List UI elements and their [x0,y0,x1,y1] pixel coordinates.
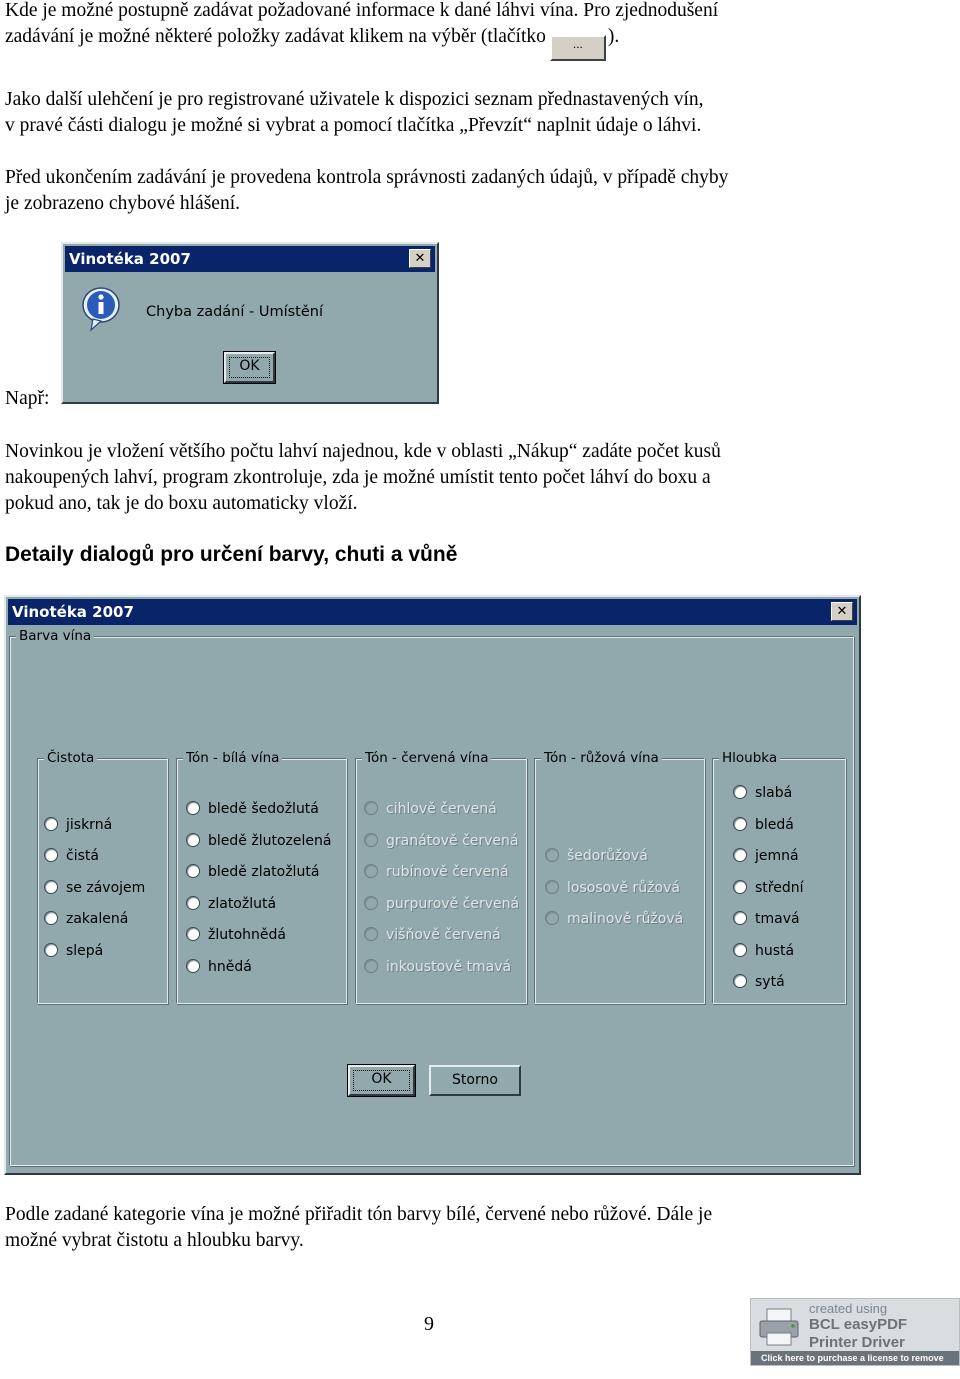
printer-icon [757,1307,803,1347]
red-tone-option [364,894,519,914]
error-ok-button[interactable] [224,352,275,383]
radio-label: malinově růžová [567,911,684,927]
red-tone-option [364,831,519,851]
wine-color-groupbox [9,628,854,1166]
clarity-option[interactable] [44,815,112,835]
white-tone-group [176,750,347,1004]
error-dialog-title: Vinotéka 2007 [69,250,191,268]
radio-circle [186,896,200,910]
white-tone-option[interactable] [186,799,319,819]
red-tone-option [364,957,511,977]
radio-label: bledá [755,817,794,833]
radio-label: granátově červená [386,833,519,849]
radio-circle [44,911,58,925]
red-tone-group [355,750,527,1004]
clarity-option[interactable] [44,846,99,866]
ellipsis-button-image: ... [550,35,606,61]
radio-label: lososově růžová [567,880,680,896]
clarity-group [37,750,168,1004]
radio-circle [364,833,378,847]
radio-circle [733,848,747,862]
radio-circle [364,896,378,910]
section-heading: Detaily dialogů pro určení barvy, chuti a vůně [5,543,458,566]
page-number: 9 [424,1313,434,1335]
intro-line-2 [5,24,955,61]
radio-circle [733,943,747,957]
radio-label: tmavá [755,911,800,927]
error-dialog-close-button[interactable]: ✕ [409,249,431,268]
radio-label: se závojem [66,880,146,896]
intro-line-2-text: zadávání je možné některé položky zadávat klikem na výběr (tlačítko [5,26,546,47]
radio-circle [733,785,747,799]
focus-rectangle [353,1070,410,1091]
red-tone-option [364,799,497,819]
radio-circle [364,864,378,878]
radio-label: střední [755,880,804,896]
radio-circle [186,864,200,878]
focus-rectangle [229,357,270,378]
watermark-line-2: BCL easyPDF [809,1316,908,1333]
white-tone-option[interactable] [186,957,252,977]
white-tone-option[interactable] [186,862,319,882]
radio-circle [44,880,58,894]
watermark-line-4: Click here to purchase a license to remove this image [751,1351,959,1365]
summary-line-2: možné vybrat čistotu a hloubku barvy. [5,1230,304,1251]
depth-option[interactable] [733,878,804,898]
validation-line-2: je zobrazeno chybové hlášení. [5,193,240,214]
radio-label: jemná [755,848,799,864]
radio-label: zlatožlutá [208,896,277,912]
radio-label: šedorůžová [567,848,648,864]
presets-paragraph [5,87,955,139]
radio-circle [545,880,559,894]
color-dialog-close-button[interactable]: ✕ [831,602,853,621]
radio-label: rubínově červená [386,864,509,880]
radio-circle [545,911,559,925]
presets-line-1: Jako další ulehčení je pro registrované uživatele k dispozici seznam přednastavených vín, [5,89,704,110]
radio-label: purpurově červená [386,896,520,912]
bulk-paragraph [5,439,955,517]
depth-option[interactable] [733,815,794,835]
radio-circle [733,974,747,988]
depth-option[interactable] [733,783,792,803]
radio-circle [186,801,200,815]
red-tone-option [364,862,509,882]
summary-line-1: Podle zadané kategorie vína je možné přiřadit tón barvy bílé, červené nebo růžové. Dále je [5,1204,713,1225]
radio-label: jiskrná [66,817,113,833]
radio-circle [44,848,58,862]
radio-label: inkoustově tmavá [386,959,512,975]
intro-line-2-end: ). [607,26,620,47]
rose-tone-group-label: Tón - růžová vína [541,748,662,768]
radio-label: žlutohnědá [208,927,286,943]
intro-paragraph [5,0,955,61]
color-ok-button[interactable] [348,1065,415,1096]
rose-tone-option [545,909,683,929]
watermark-line-3: Printer Driver [809,1334,905,1351]
white-tone-option[interactable] [186,831,331,851]
error-ok-label: OK [239,358,260,374]
clarity-option[interactable] [44,941,103,961]
radio-circle [186,833,200,847]
radio-circle [186,927,200,941]
red-tone-group-label: Tón - červená vína [362,748,491,768]
radio-label: zakalená [66,911,129,927]
radio-circle [44,817,58,831]
rose-tone-group [534,750,705,1004]
white-tone-option[interactable] [186,925,286,945]
radio-circle [364,927,378,941]
radio-label: višňově červená [386,927,501,943]
clarity-option[interactable] [44,878,145,898]
depth-group [712,750,846,1004]
cancel-button[interactable]: Storno [429,1065,521,1096]
radio-label: bledě šedožlutá [208,801,319,817]
error-dialog [61,242,439,404]
radio-circle [733,911,747,925]
depth-option[interactable] [733,972,785,992]
summary-paragraph [5,1202,955,1254]
radio-circle [733,817,747,831]
radio-circle [733,880,747,894]
bulk-line-1: Novinkou je vložení většího počtu lahví najednou, kde v oblasti „Nákup“ zadáte počet kusů [5,441,721,462]
radio-label: cihlově červená [386,801,497,817]
radio-circle [364,959,378,973]
color-dialog-titlebar [8,599,857,625]
red-tone-option [364,925,501,945]
white-tone-option[interactable] [186,894,276,914]
white-tone-group-label: Tón - bílá vína [183,748,282,768]
depth-option[interactable] [733,909,800,929]
radio-label: slepá [66,943,104,959]
validation-line-1: Před ukončením zadávání je provedena kontrola správnosti zadaných údajů, v případě chyby [5,167,729,188]
depth-group-label: Hloubka [719,748,780,768]
presets-line-2: v pravé části dialogu je možné si vybrat a pomocí tlačítka „Převzít“ naplnit údaje o láhvi. [5,115,702,136]
radio-label: bledě zlatožlutá [208,864,320,880]
validation-paragraph [5,165,955,217]
radio-circle [364,801,378,815]
rose-tone-option [545,846,648,866]
bulk-line-3: pokud ano, tak je do boxu automaticky vloží. [5,493,358,514]
radio-label: hnědá [208,959,252,975]
radio-label: bledě žlutozelená [208,833,332,849]
wine-color-dialog [4,595,861,1175]
pdf-driver-watermark[interactable] [750,1298,960,1377]
rose-tone-option [545,878,680,898]
info-icon [81,286,121,332]
radio-label: čistá [66,848,99,864]
depth-option[interactable] [733,941,794,961]
clarity-option[interactable] [44,909,128,929]
intro-line-1: Kde je možné postupně zadávat požadované informace k dané láhvi vína. Pro zjednodušení [5,0,719,21]
radio-label: slabá [755,785,793,801]
bulk-line-2: nakoupených lahví, program zkontroluje, zda je možné umístit tento počet láhví do boxu a [5,467,711,488]
clarity-group-label: Čistota [44,748,97,768]
wine-color-group-label: Barva vína [16,626,94,646]
color-dialog-title: Vinotéka 2007 [12,603,134,621]
example-label: Např: [5,388,50,409]
error-message: Chyba zadání - Umístění [146,304,323,320]
error-dialog-titlebar [65,246,435,272]
radio-circle [44,943,58,957]
radio-label: hustá [755,943,795,959]
watermark-line-1: created using [809,1301,888,1316]
radio-label: sytá [755,974,785,990]
radio-circle [186,959,200,973]
color-ok-label: OK [371,1071,392,1087]
radio-circle [545,848,559,862]
depth-option[interactable] [733,846,799,866]
